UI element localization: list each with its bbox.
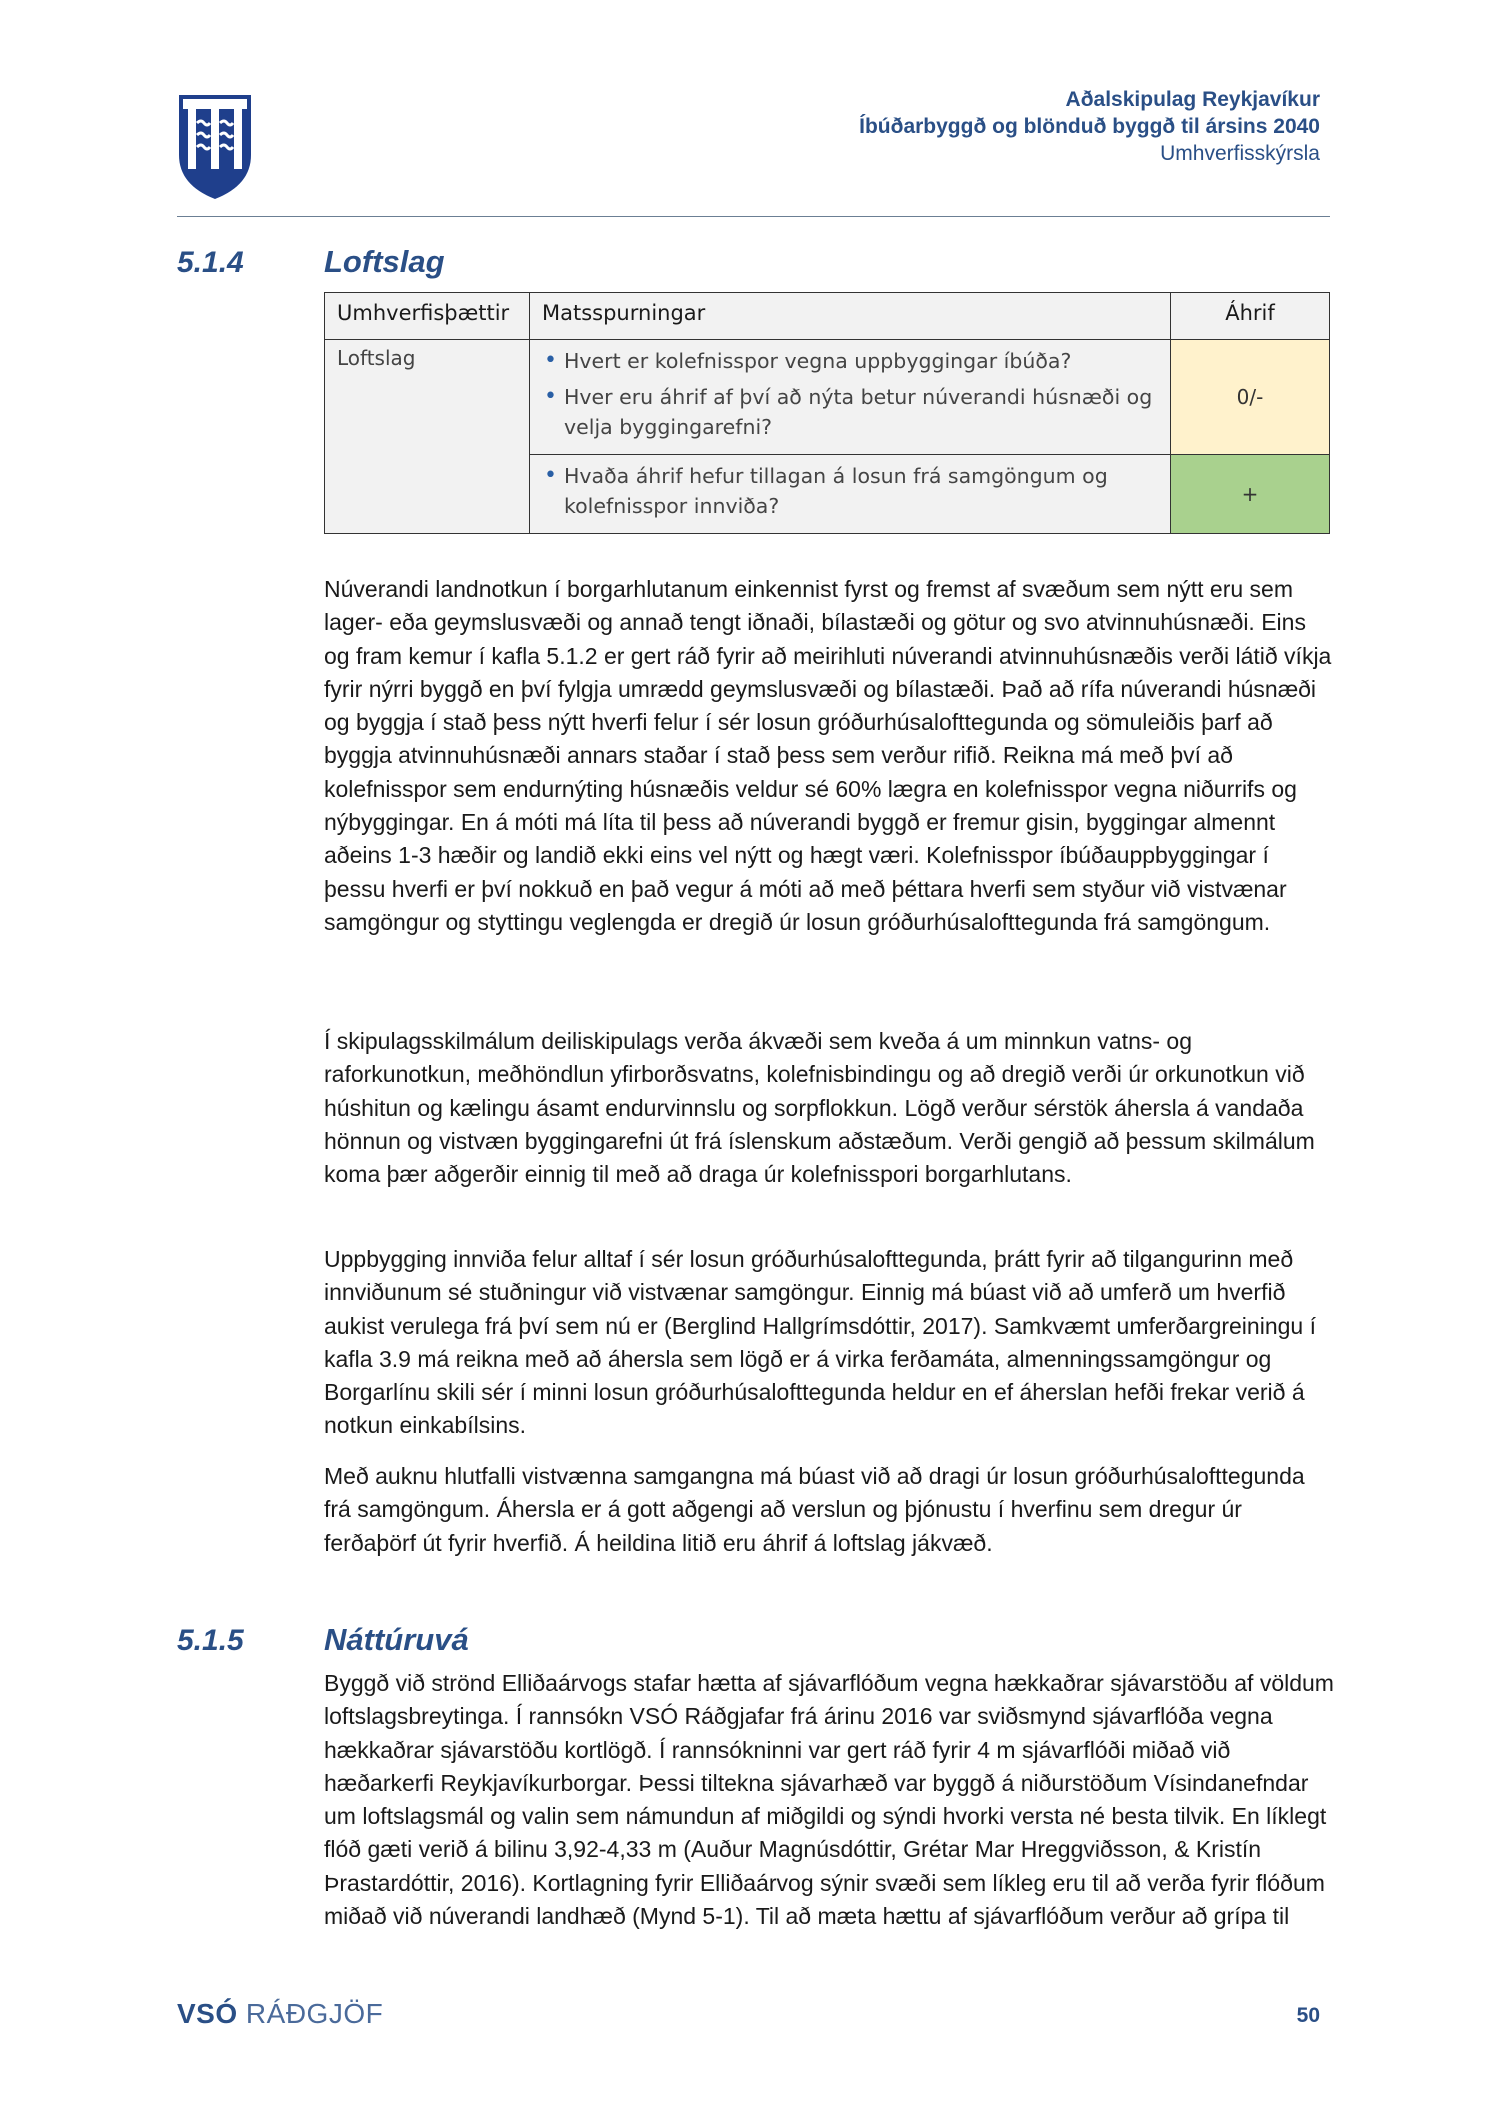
question-item: • Hvert er kolefnisspor vegna uppbyggingar íbúða? — [542, 346, 1158, 376]
body-paragraph: Byggð við strönd Elliðaárvogs stafar hætta af sjávarflóðum vegna hækkaðrar sjávarstöðu af völdum loftslagsbreytinga. Í rannsókn VSÓ Ráðgjafar frá árinu 2016 var sviðsmynd sjávarflóða vegna hækkaðrar sjávarstöðu kortlögð. Í rannsókninni var gert ráð fyrir 4 m sjávarflóði miðað við hæðarkerfi Reykjavíkurborgar. Þessi tiltekna sjávarhæð var byggð á niðurstöðum Vísindanefndar um loftslagsmál og valin sem námundun af miðgildi og sýndi hvorki versta né besta tilvik. En líklegt flóð gæti verið á bilinu 3,92-4,33 m (Auður Magnúsdóttir, Grétar Mar Hreggviðsson, & Kristín Þrastardóttir, 2016). Kortlagning fyrir Elliðaárvog sýnir svæði sem líkleg eru til að verða fyrir flóðum miðað við núverandi landhæð (Mynd 5-1). Til að mæta hættu af sjávarflóðum verður að grípa til — [324, 1670, 1334, 1930]
question-item: • Hvaða áhrif hefur tillagan á losun frá samgöngum og kolefnisspor innviða? — [542, 461, 1158, 521]
section-number: 5.1.4 — [177, 246, 244, 279]
impact-cell: + — [1171, 455, 1330, 534]
table-header-cell: Áhrif — [1171, 293, 1330, 340]
table-header-cell: Umhverfisþættir — [325, 293, 530, 340]
section-title: Náttúruvá — [324, 1622, 469, 1657]
reykjavik-crest-icon — [177, 93, 253, 201]
section-title: Loftslag — [324, 244, 445, 279]
table-header-row — [325, 293, 1330, 340]
page-number: 50 — [1296, 2004, 1320, 2027]
body-paragraph: Með auknu hlutfalli vistvænna samgangna má búast við að dragi úr losun gróðurhúsalofttegunda frá samgöngum. Áhersla er á gott aðgengi að verslun og þjónustu í hverfinu sem dregur úr ferðaþörf út fyrir hverfið. Á heildina litið eru áhrif á loftslag jákvæð. — [324, 1463, 1305, 1556]
factor-cell: Loftslag — [325, 340, 530, 534]
document-header — [859, 86, 1320, 167]
questions-cell — [530, 455, 1171, 534]
vso-logo — [177, 1998, 383, 2030]
logo-bold-text: VSÓ — [177, 1998, 238, 2029]
header-doc-type: Umhverfisskýrsla — [1160, 142, 1320, 165]
body-paragraph: Uppbygging innviða felur alltaf í sér losun gróðurhúsalofttegunda, þrátt fyrir að tilgangurinn með innviðunum sé stuðningur við vistvænar samgöngur. Einnig má búast við að umferð um hverfið aukist verulega frá því sem nú er (Berglind Hallgrímsdóttir, 2017). Samkvæmt umferðargreiningu í kafla 3.9 má reikna með að áhersla sem lögð er á virka ferðamáta, almenningssamgöngur og Borgarlínu skili sér í minni losun gróðurhúsalofttegunda heldur en ef áherslan hefði frekar verið á notkun einkabílsins. — [324, 1246, 1316, 1439]
questions-cell — [530, 340, 1171, 455]
table-row — [325, 340, 1330, 455]
impact-cell: 0/- — [1171, 340, 1330, 455]
assessment-table — [324, 292, 1330, 534]
question-item: • Hver eru áhrif af því að nýta betur núverandi húsnæði og velja byggingarefni? — [542, 382, 1158, 442]
body-paragraph: Í skipulagsskilmálum deiliskipulags verða ákvæði sem kveða á um minnkun vatns- og raforkunotkun, meðhöndlun yfirborðsvatns, kolefnisbindingu og að dregið verði úr orkunotkun við húshitun og kælingu ásamt endurvinnslu og sorpflokkun. Lögð verður sérstök áhersla á vandaða hönnun og vistvæn byggingarefni út frá íslenskum aðstæðum. Verði gengið að þessum skilmálum koma þær aðgerðir einnig til með að draga úr kolefnisspori borgarhlutans. — [324, 1028, 1315, 1188]
section-number: 5.1.5 — [177, 1624, 244, 1657]
header-subtitle: Íbúðarbyggð og blönduð byggð til ársins 2040 — [859, 115, 1320, 138]
table-header-cell: Matsspurningar — [530, 293, 1171, 340]
logo-light-text: RÁÐGJÖF — [245, 1998, 384, 2029]
header-title: Aðalskipulag Reykjavíkur — [1065, 88, 1320, 111]
header-divider — [177, 216, 1330, 217]
body-paragraph: Núverandi landnotkun í borgarhlutanum einkennist fyrst og fremst af svæðum sem nýtt eru sem lager- eða geymslusvæði og annað tengt iðnaði, bílastæði og götur og svo atvinnuhúsnæði. Eins og fram kemur í kafla 5.1.2 er gert ráð fyrir að meirihluti núverandi atvinnuhúsnæðis verði látið víkja fyrir nýrri byggð en því fylgja umrædd geymslusvæði og bílastæði. Það að rífa núverandi húsnæði og byggja í stað þess nýtt hverfi felur í sér losun gróðurhúsalofttegunda og sömuleiðis þarf að byggja atvinnuhúsnæði annars staðar í stað þess sem verður rifið. Reikna má með því að kolefnisspor sem endurnýting húsnæðis veldur sé 60% lægra en kolefnisspor vegna niðurrifs og nýbyggingar. En á móti má líta til þess að núverandi byggð er fremur gisin, byggingar almennt aðeins 1-3 hæðir og landið ekki eins vel nýtt og hægt væri. Kolefnisspor íbúðauppbyggingar í þessu hverfi er því nokkuð en það vegur á móti að með þéttara hverfi sem styður við vistvænar samgöngur og styttingu veglengda er dregið úr losun gróðurhúsalofttegunda frá samgöngum. — [324, 576, 1332, 935]
